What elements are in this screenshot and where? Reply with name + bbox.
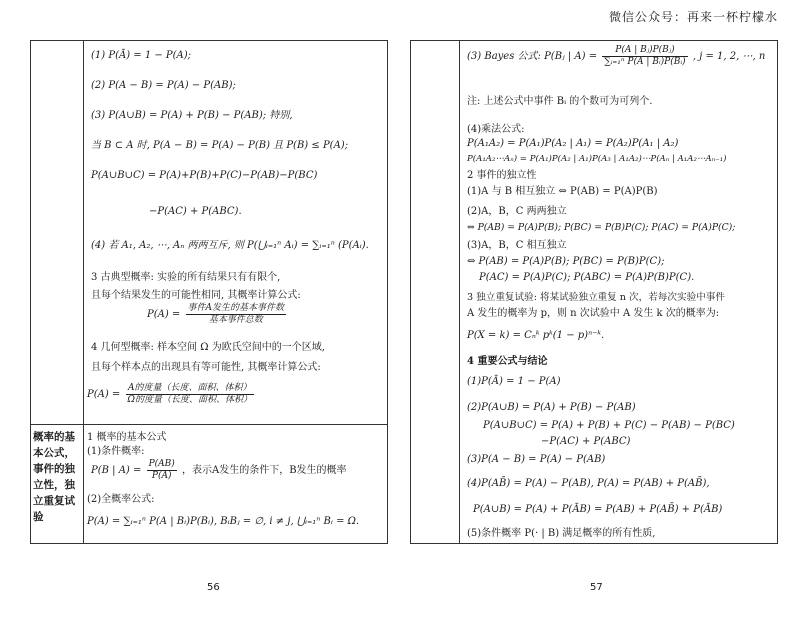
- formula-line: −P(AC) + P(ABC): [541, 436, 631, 447]
- text-line: (4)乘法公式:: [467, 124, 525, 135]
- classical-probability-formula: P(A) = $\frac{\text{事件A发生的基本事件数}}{\text{基本事件总数}}$: [147, 303, 285, 325]
- formula-line: (2) P(A − B) = P(A) − P(AB);: [91, 80, 236, 91]
- geometric-probability-formula: P(A) = $\frac{\text{A的度量（长度、面积、体积）}}{\text{Ω的度量（长度、面积、体积）}}$: [87, 383, 252, 405]
- page-number-right: 57: [590, 582, 603, 593]
- text-line: 且每个结果发生的可能性相同, 其概率计算公式:: [91, 290, 301, 301]
- formula-line: (2)P(A∪B) = P(A) + P(B) − P(AB): [467, 402, 636, 413]
- text-line: (1)条件概率:: [87, 446, 145, 457]
- text-line: 3 独立重复试验: 将某试验独立重复 n 次，若每次实验中事件: [467, 292, 725, 303]
- text-line: 1 概率的基本公式: [87, 432, 167, 443]
- section-label: 概率的基本公式，事件的独立性，独立重复试验: [33, 431, 75, 523]
- text-line: 2 事件的独立性: [467, 170, 537, 181]
- formula-line: (3)P(A − B) = P(A) − P(AB): [467, 454, 606, 465]
- page-number-left: 56: [207, 582, 220, 593]
- text-line: (3)A，B，C 相互独立: [467, 240, 567, 251]
- formula-line: P(A₁A₂⋯Aₙ) = P(A₁)P(A₂ | A₁)P(A₃ | A₁A₂)⋯P(Aₙ | A₁A₂⋯Aₙ₋₁): [467, 154, 727, 164]
- text-line: (1)A 与 B 相互独立 ⇔ P(AB) = P(A)P(B): [467, 186, 658, 197]
- formula-line: (1)P(Ā) = 1 − P(A): [467, 376, 561, 387]
- text-line: A 发生的概率为 p，则 n 次试验中 A 发生 k 次的概率为:: [467, 308, 720, 319]
- formula-line: P(X = k) = Cₙᵏ pᵏ(1 − p)ⁿ⁻ᵏ.: [467, 330, 605, 341]
- text-line: 且每个样本点的出现具有等可能性, 其概率计算公式:: [91, 362, 321, 373]
- formula-line: −P(AC) + P(ABC).: [149, 206, 242, 217]
- formula-line: (4) 若 A₁, A₂, ⋯, Aₙ 两两互斥, 则 P(⋃ᵢ₌₁ⁿ Aᵢ) = ∑ᵢ₌₁ⁿ (P(Aᵢ).: [91, 240, 369, 251]
- formula-line: P(A₁A₂) = P(A₁)P(A₂ | A₁) = P(A₂)P(A₁ | A₂): [467, 138, 679, 149]
- formula-line: (4)P(AB̄) = P(A) − P(AB), P(A) = P(AB) + P(AB̄),: [467, 478, 710, 489]
- text-line: 3 古典型概率: 实验的所有结果只有有限个,: [91, 272, 281, 283]
- right-page-table: [410, 40, 778, 544]
- text-line: (5)条件概率 P(· | B) 满足概率的所有性质,: [467, 528, 656, 539]
- formula-line: P(A∪B) = P(A) + P(ĀB) = P(AB) + P(AB̄) + P(ĀB): [473, 504, 723, 515]
- formula-line: ⇔ P(AB) = P(A)P(B); P(BC) = P(B)P(C); P(AC) = P(A)P(C);: [467, 222, 736, 233]
- bayes-formula: (3) Bayes 公式: P(Bⱼ | A) = $\frac{\text{P(A | Bⱼ)P(Bⱼ)}}{\text{∑ᵢ₌₁ⁿ P(A | Bᵢ)P(Bᵢ)}}$ , j = 1, 2, ⋯, n: [467, 45, 766, 67]
- formula-line: ⇔ P(AB) = P(A)P(B); P(BC) = P(B)P(C);: [467, 256, 665, 267]
- text-line: 注: 上述公式中事件 Bᵢ 的个数可为可列个.: [467, 96, 653, 107]
- left-page-table: [30, 40, 388, 544]
- right-label-column: [411, 41, 460, 543]
- formula-line: (3) P(A∪B) = P(A) + P(B) − P(AB); 特别,: [91, 110, 293, 121]
- text-line: 4 几何型概率: 样本空间 Ω 为欧氏空间中的一个区域,: [91, 342, 325, 353]
- formula-line: P(A) = ∑ᵢ₌₁ⁿ P(A | Bᵢ)P(Bᵢ), BᵢBⱼ = ∅, i ≠ j, ⋃ᵢ₌₁ⁿ Bᵢ = Ω.: [87, 516, 360, 527]
- formula-line: P(A∪B∪C) = P(A) + P(B) + P(C) − P(AB) − P(BC): [483, 420, 735, 431]
- section-heading: 4 重要公式与结论: [467, 356, 548, 367]
- conditional-probability-formula: P(B | A) = $\frac{P(AB)}{P(A)}$ ，表示A发生的条件下，B发生的概率: [91, 459, 347, 481]
- formula-line: P(AC) = P(A)P(C); P(ABC) = P(A)P(B)P(C).: [479, 272, 695, 283]
- formula-line: (1) P(Ā) = 1 − P(A);: [91, 50, 192, 61]
- page-header: 微信公众号：再来一杯柠檬水: [608, 10, 778, 24]
- text-line: (2)A，B，C 两两独立: [467, 206, 567, 217]
- formula-line: 当 B ⊂ A 时, P(A − B) = P(A) − P(B) 且 P(B) ≤ P(A);: [91, 140, 349, 151]
- text-line: (2)全概率公式:: [87, 494, 155, 505]
- formula-line: P(A∪B∪C) = P(A)+P(B)+P(C)−P(AB)−P(BC): [91, 170, 318, 181]
- row-divider: [31, 424, 387, 425]
